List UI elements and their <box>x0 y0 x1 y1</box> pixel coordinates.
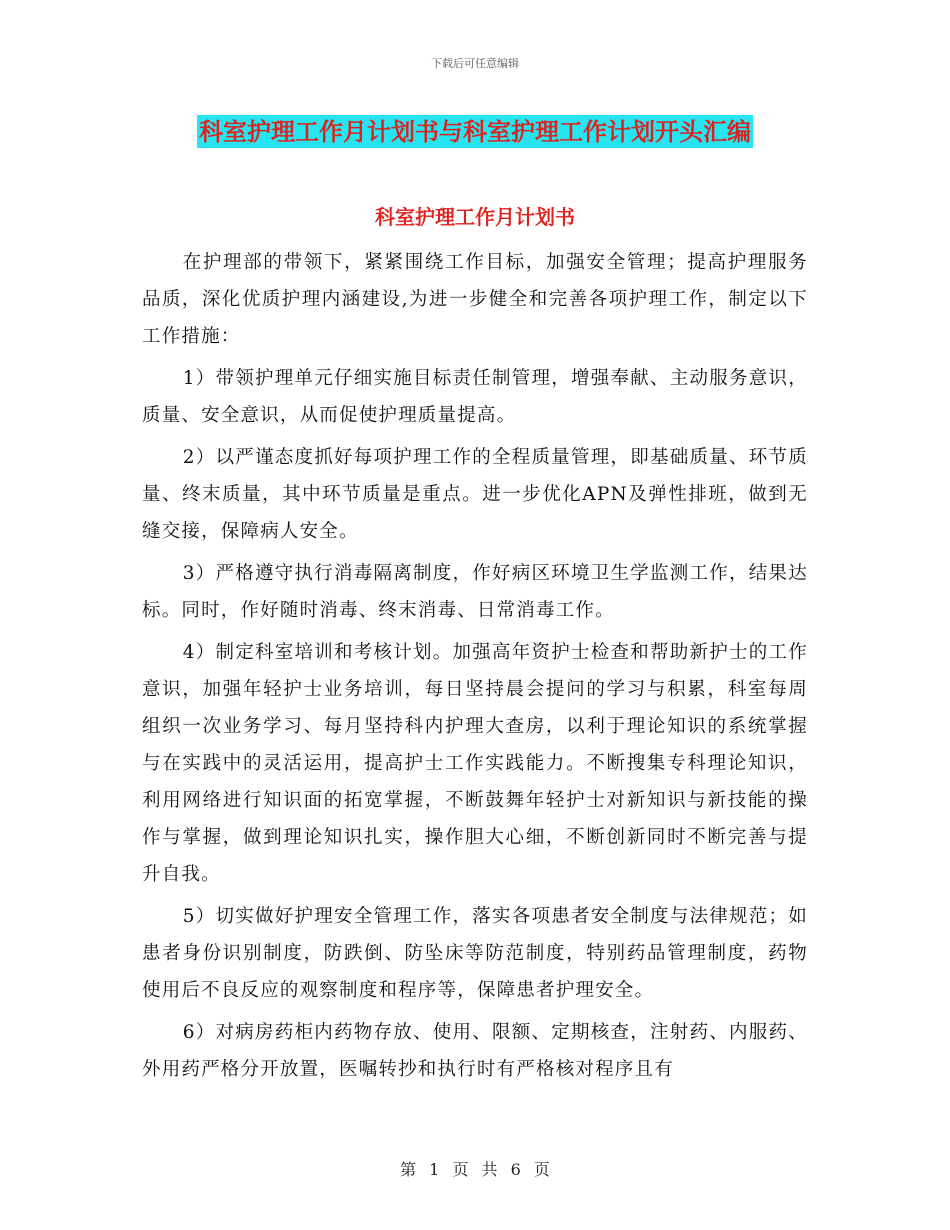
section-title: 科室护理工作月计划书 <box>375 205 575 229</box>
paragraph-intro: 在护理部的带领下，紧紧围绕工作目标，加强安全管理；提高护理服务品质，深化优质护理内涵建设,为进一步健全和完善各项护理工作，制定以下工作措施： <box>142 252 808 347</box>
paragraph-item-4: 4）制定科室培训和考核计划。加强高年资护士检查和帮助新护士的工作意识，加强年轻护士业务培训，每日坚持晨会提问的学习与积累，科室每周组织一次业务学习、每月坚持科内护理大查房，以利于理论知识的系统掌握与在实践中的灵活运用，提高护士工作实践能力。不断搜集专科理论知识，利用网络进行知识面的拓宽掌握，不断鼓舞年轻护士对新知识与新技能的操作与掌握，做到理论知识扎实，操作胆大心细，不断创新同时不断完善与提升自我。 <box>142 642 808 885</box>
page-number: 第 1 页 共 6 页 <box>400 1160 550 1179</box>
paragraph-item-2: 2）以严谨态度抓好每项护理工作的全程质量管理，即基础质量、环节质量、终末质量，其中环节质量是重点。进一步优化APN及弹性排班，做到无缝交接，保障病人安全。 <box>142 447 808 542</box>
document-title-text: 科室护理工作月计划书与科室护理工作计划开头汇编 <box>199 117 751 146</box>
page-header-note: 下载后可任意编辑 <box>431 57 519 70</box>
document-title <box>0 112 950 147</box>
paragraph-item-1: 1）带领护理单元仔细实施目标责任制管理，增强奉献、主动服务意识，质量、安全意识，从而促使护理质量提高。 <box>142 368 808 426</box>
document-body <box>142 244 808 1093</box>
paragraph-item-5: 5）切实做好护理安全管理工作，落实各项患者安全制度与法律规范；如患者身份识别制度，防跌倒、防坠床等防范制度，特别药品管理制度，药物使用后不良反应的观察制度和程序等，保障患者护理安全。 <box>142 906 808 1001</box>
paragraph-item-6: 6）对病房药柜内药物存放、使用、限额、定期核查，注射药、内服药、外用药严格分开放置，医嘱转抄和执行时有严格核对程序且有 <box>142 1022 808 1080</box>
paragraph-item-3: 3）严格遵守执行消毒隔离制度，作好病区环境卫生学监测工作，结果达标。同时，作好随时消毒、终末消毒、日常消毒工作。 <box>142 563 808 621</box>
